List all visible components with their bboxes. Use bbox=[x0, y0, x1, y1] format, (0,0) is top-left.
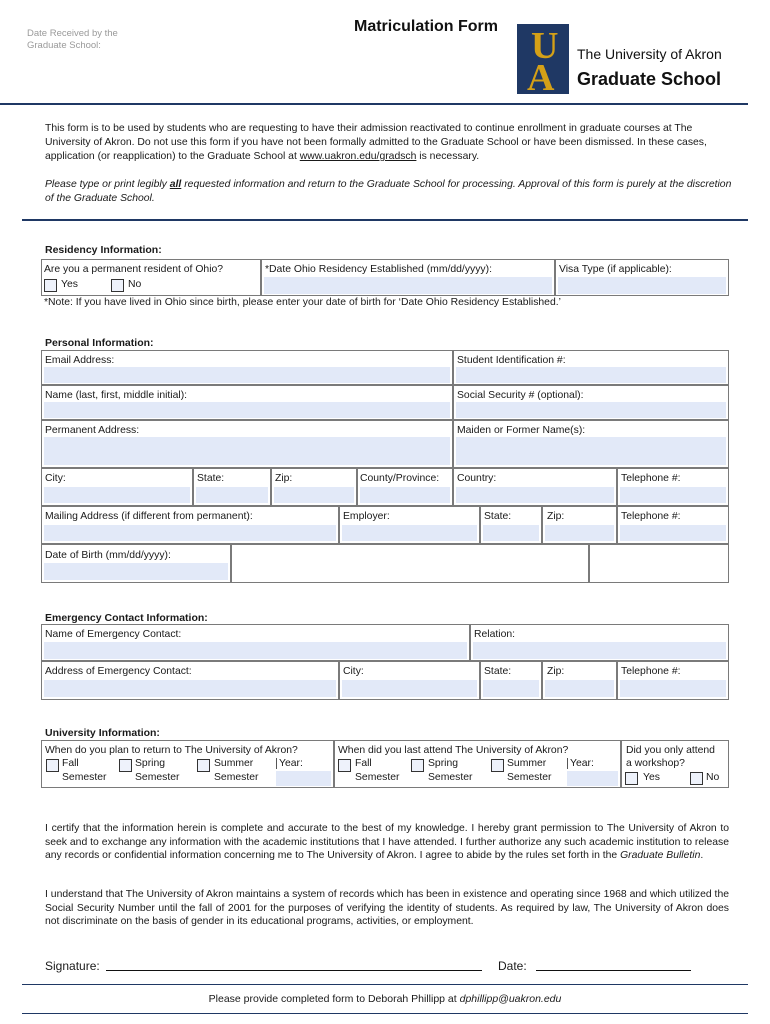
name-label: Name (last, first, middle initial): bbox=[45, 390, 188, 401]
university-title: University Information: bbox=[45, 727, 160, 739]
instructions-a: Please type or print legibly bbox=[45, 179, 170, 190]
gradsch-link[interactable]: www.uakron.edu/gradsch bbox=[299, 151, 417, 162]
university-logo bbox=[517, 24, 569, 94]
return-year-label: Year: bbox=[276, 758, 303, 769]
instructions-note bbox=[45, 178, 735, 206]
bottom-rule bbox=[22, 1013, 748, 1014]
visa-input[interactable] bbox=[558, 277, 726, 294]
last-fall-semester: Semester bbox=[355, 772, 400, 783]
last-year-input[interactable] bbox=[567, 771, 618, 786]
ohio-yes-label: Yes bbox=[61, 279, 78, 290]
last-spring-label: Spring bbox=[428, 758, 459, 769]
mailing-zip-label: Zip: bbox=[547, 511, 565, 522]
residency-date-label: *Date Ohio Residency Established (mm/dd/yyyy): bbox=[265, 264, 492, 275]
city-label: City: bbox=[45, 473, 66, 484]
residency-date-input[interactable] bbox=[264, 277, 552, 294]
return-spring-semester: Semester bbox=[135, 772, 180, 783]
student-id-input[interactable] bbox=[456, 367, 726, 383]
last-summer-checkbox[interactable] bbox=[491, 759, 504, 772]
visa-label: Visa Type (if applicable): bbox=[559, 264, 672, 275]
employer-input[interactable] bbox=[342, 525, 477, 541]
instructions-all: all bbox=[169, 179, 182, 190]
intro-text bbox=[45, 122, 735, 164]
return-question: When do you plan to return to The University of Akron? bbox=[45, 745, 298, 756]
instructions-b: requested information and return to the Graduate School for processing bbox=[181, 179, 513, 190]
maiden-name-label: Maiden or Former Name(s): bbox=[457, 425, 586, 436]
mailing-address-input[interactable] bbox=[44, 525, 336, 541]
country-label: Country: bbox=[457, 473, 497, 484]
footer-text bbox=[0, 993, 770, 1005]
mailing-zip-input[interactable] bbox=[545, 525, 614, 541]
workshop-yes-checkbox[interactable] bbox=[625, 772, 638, 785]
telephone-label: Telephone #: bbox=[621, 473, 681, 484]
mailing-address-label: Mailing Address (if different from permanent): bbox=[45, 511, 253, 522]
zip-input[interactable] bbox=[274, 487, 354, 503]
emergency-address-label: Address of Emergency Contact: bbox=[45, 666, 192, 677]
emergency-city-label: City: bbox=[343, 666, 364, 677]
return-spring-label: Spring bbox=[135, 758, 166, 769]
last-fall-label: Fall bbox=[355, 758, 372, 769]
county-input[interactable] bbox=[360, 487, 450, 503]
return-year-input[interactable] bbox=[276, 771, 331, 786]
footer-instruction: Please provide completed form to Deborah Phillipp at bbox=[208, 993, 460, 1005]
email-input[interactable] bbox=[44, 367, 450, 383]
university-name: The University of Akron bbox=[577, 46, 722, 62]
return-fall-checkbox[interactable] bbox=[46, 759, 59, 772]
date-line[interactable] bbox=[536, 970, 691, 971]
relation-label: Relation: bbox=[474, 629, 516, 640]
ohio-no-checkbox[interactable] bbox=[111, 279, 124, 292]
ohio-yes-checkbox[interactable] bbox=[44, 279, 57, 292]
name-input[interactable] bbox=[44, 402, 450, 418]
last-year-label: Year: bbox=[567, 758, 594, 769]
intro-body: This form is to be used by students who are requesting to have their admission reactivated to continue enrollment in graduate courses at The University of Akron. Do not use this form if you have not been formally admitted to the Graduate School or have been dismissed. In these cases, application (or reapplication) to the Graduate School at bbox=[45, 123, 707, 162]
graduate-bulletin: Graduate Bulletin bbox=[620, 850, 701, 862]
last-attend-question: When did you last attend The University of Akron? bbox=[338, 745, 569, 756]
signature-line[interactable] bbox=[106, 970, 482, 971]
permanent-address-label: Permanent Address: bbox=[45, 425, 140, 436]
country-input[interactable] bbox=[456, 487, 614, 503]
emergency-city-input[interactable] bbox=[342, 680, 477, 697]
state-label: State: bbox=[197, 473, 225, 484]
zip-label: Zip: bbox=[275, 473, 293, 484]
emergency-state-label: State: bbox=[484, 666, 512, 677]
return-summer-checkbox[interactable] bbox=[197, 759, 210, 772]
intro-end: is necessary. bbox=[416, 151, 480, 162]
header-rule bbox=[0, 103, 748, 105]
return-summer-label: Summer bbox=[214, 758, 254, 769]
return-spring-checkbox[interactable] bbox=[119, 759, 132, 772]
last-spring-semester: Semester bbox=[428, 772, 473, 783]
county-label: County/Province: bbox=[360, 473, 440, 484]
last-fall-checkbox[interactable] bbox=[338, 759, 351, 772]
dob-input[interactable] bbox=[44, 563, 228, 580]
last-summer-semester: Semester bbox=[507, 772, 552, 783]
workshop-no-checkbox[interactable] bbox=[690, 772, 703, 785]
dob-blank-cell bbox=[231, 544, 589, 583]
form-title: Matriculation Form bbox=[354, 18, 499, 35]
email-label: Email Address: bbox=[45, 355, 115, 366]
date-label: Date: bbox=[498, 959, 527, 973]
dob-label: Date of Birth (mm/dd/yyyy): bbox=[45, 550, 171, 561]
return-fall-semester: Semester bbox=[62, 772, 107, 783]
permanent-address-input[interactable] bbox=[44, 437, 450, 465]
ssn-label: Social Security # (optional): bbox=[457, 390, 584, 401]
certify-text: I certify that the information herein is complete and accurate to the best of my knowledge. I hereby grant permission to The University of Akron to seek and to exchange any information with the academic institutions that I have attended. I further authorize any such academic institution to release any records or confidential information concerning me to The University of Akron. I agree to abide by the rules set forth in the bbox=[45, 823, 729, 862]
state-input[interactable] bbox=[196, 487, 268, 503]
personal-title: Personal Information: bbox=[45, 337, 154, 349]
workshop-question-b: a workshop? bbox=[626, 758, 685, 769]
instructions-c: . Approval of this form is purely at the discretion of the Graduate School. bbox=[45, 179, 732, 204]
workshop-no-label: No bbox=[706, 772, 720, 783]
signature-label: Signature: bbox=[45, 959, 100, 973]
certify-end: . bbox=[700, 850, 704, 862]
school-name: Graduate School bbox=[577, 69, 722, 89]
mailing-state-input[interactable] bbox=[483, 525, 539, 541]
return-summer-semester: Semester bbox=[214, 772, 259, 783]
ohio-resident-question: Are you a permanent resident of Ohio? bbox=[44, 264, 224, 275]
residency-note: *Note: If you have lived in Ohio since birth, please enter your date of birth for ‘Date Ohio Residency Established.’ bbox=[44, 297, 561, 308]
emergency-zip-input[interactable] bbox=[545, 680, 614, 697]
workshop-question-a: Did you only attend bbox=[626, 745, 715, 756]
footer-rule bbox=[22, 984, 748, 985]
relation-input[interactable] bbox=[473, 642, 726, 659]
emergency-state-input[interactable] bbox=[483, 680, 539, 697]
last-spring-checkbox[interactable] bbox=[411, 759, 424, 772]
logo-letter-u: U bbox=[531, 25, 559, 67]
ohio-no-label: No bbox=[128, 279, 142, 290]
emergency-name-input[interactable] bbox=[44, 642, 467, 659]
emergency-telephone-input[interactable] bbox=[620, 680, 726, 697]
logo-letter-a: A bbox=[527, 57, 555, 94]
emergency-telephone-label: Telephone #: bbox=[621, 666, 681, 677]
footer-email[interactable]: dphillipp@uakron.edu bbox=[459, 993, 562, 1005]
emergency-zip-label: Zip: bbox=[547, 666, 565, 677]
dob-blank-cell-2 bbox=[589, 544, 729, 583]
employer-label: Employer: bbox=[343, 511, 390, 522]
return-fall-label: Fall bbox=[62, 758, 79, 769]
emergency-address-input[interactable] bbox=[44, 680, 336, 697]
city-input[interactable] bbox=[44, 487, 190, 503]
employer-telephone-input[interactable] bbox=[620, 525, 726, 541]
employer-telephone-label: Telephone #: bbox=[621, 511, 681, 522]
maiden-name-input[interactable] bbox=[456, 437, 726, 465]
student-id-label: Student Identification #: bbox=[457, 355, 566, 366]
ssn-input[interactable] bbox=[456, 402, 726, 418]
telephone-input[interactable] bbox=[620, 487, 726, 503]
date-received-label: Date Received by the Graduate School: bbox=[27, 28, 118, 51]
workshop-yes-label: Yes bbox=[643, 772, 660, 783]
intro-rule bbox=[22, 219, 748, 221]
records-paragraph: I understand that The University of Akron maintains a system of records which has been in existence and operating since 1968 and which utilized the Social Security Number until the fall of 2001 for the purposes of verifying the identity of students. As required by law, The University of Akron does not discriminate on the basis of gender in its educational programs, activities, or employment. bbox=[45, 889, 729, 928]
last-summer-label: Summer bbox=[507, 758, 547, 769]
certify-paragraph bbox=[45, 822, 729, 863]
mailing-state-label: State: bbox=[484, 511, 512, 522]
emergency-name-label: Name of Emergency Contact: bbox=[45, 629, 182, 640]
emergency-title: Emergency Contact Information: bbox=[45, 612, 208, 624]
residency-title: Residency Information: bbox=[45, 244, 162, 256]
